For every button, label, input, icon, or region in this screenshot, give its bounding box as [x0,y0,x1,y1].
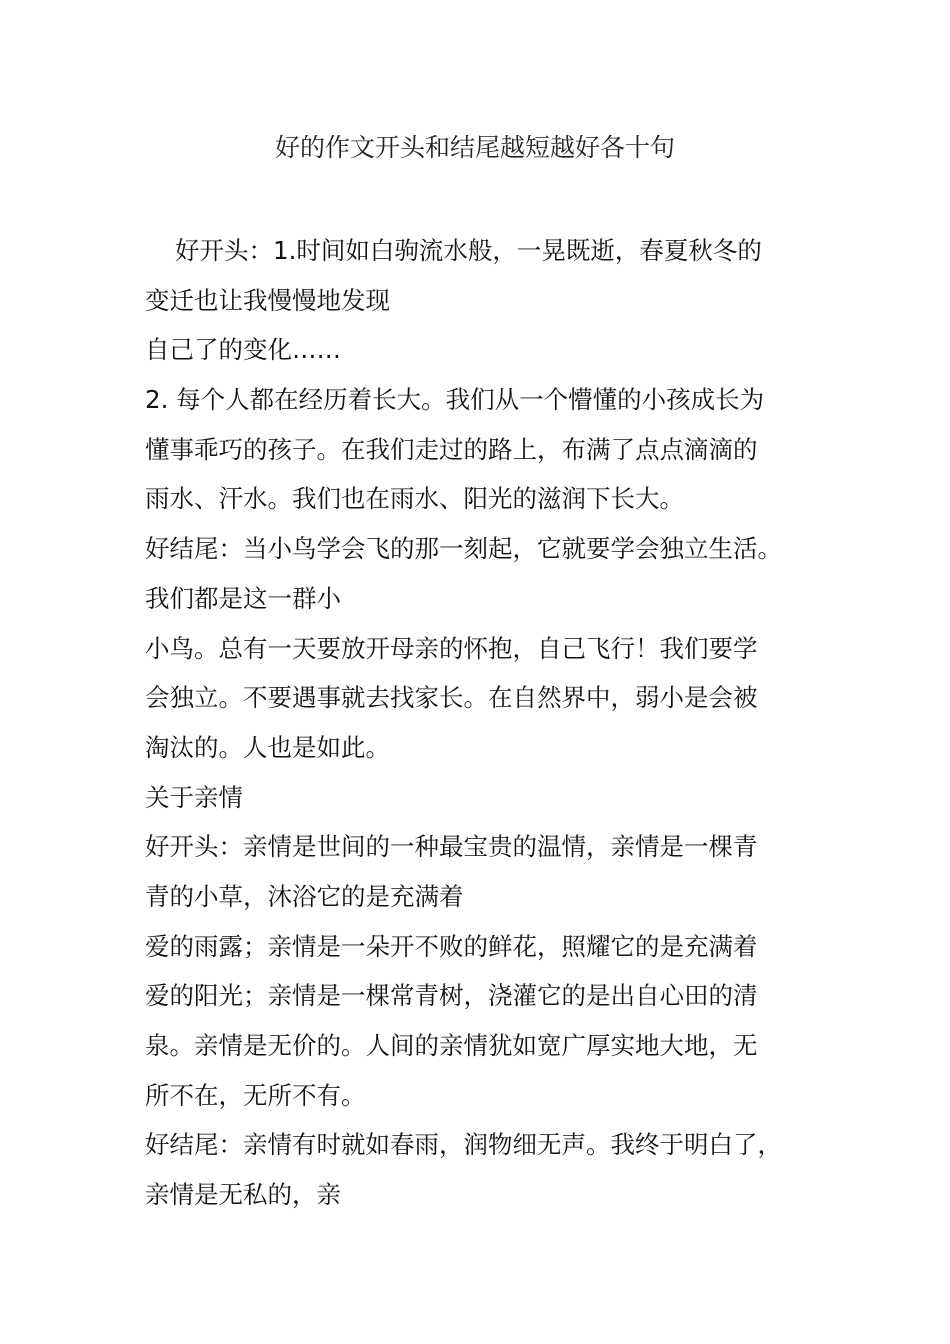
body-line: 雨水、汗水。我们也在雨水、阳光的滋润下长大。 [145,484,684,514]
body-line: 泉。亲情是无价的。人间的亲情犹如宽广厚实地大地，无 [145,1031,758,1060]
body-line: 亲情是无私的，亲 [145,1180,341,1210]
body-line: 爱的雨露；亲情是一朵开不败的鲜花，照耀它的是充满着 [145,931,758,961]
body-line: 青的小草，沐浴它的是充满着 [145,881,464,911]
body-line: 淘汰的。人也是如此。 [145,732,390,762]
body-line: 爱的阳光；亲情是一棵常青树，浇灌它的是出自心田的清 [145,981,758,1011]
body-line: 懂事乖巧的孩子。在我们走过的路上，布满了点点滴滴的 [145,434,758,464]
body-line: 好结尾：当小鸟学会飞的那一刻起，它就要学会独立生活。 [145,534,782,564]
body-line: 我们都是这一群小 [145,583,341,613]
document-body [145,226,805,1220]
document-title: 好的作文开头和结尾越短越好各十句 [274,133,675,162]
body-line: 好开头：1.时间如白驹流水般，一晃既逝，春夏秋冬的 [175,236,762,265]
section-heading: 关于亲情 [145,782,243,812]
body-line: 变迁也让我慢慢地发现 [145,285,390,315]
body-line: 小鸟。总有一天要放开母亲的怀抱，自己飞行！我们要学 [145,633,758,663]
body-line: 会独立。不要遇事就去找家长。在自然界中，弱小是会被 [145,683,758,713]
body-line: 所不在，无所不有。 [145,1080,366,1110]
body-line: 好开头：亲情是世间的一种最宝贵的温情，亲情是一棵青 [145,832,758,862]
body-line: 自己了的变化…… [145,335,341,365]
body-line: 2. 每个人都在经历着长大。我们从一个懵懂的小孩成长为 [145,385,765,415]
body-line: 好结尾：亲情有时就如春雨，润物细无声。我终于明白了， [145,1130,782,1160]
